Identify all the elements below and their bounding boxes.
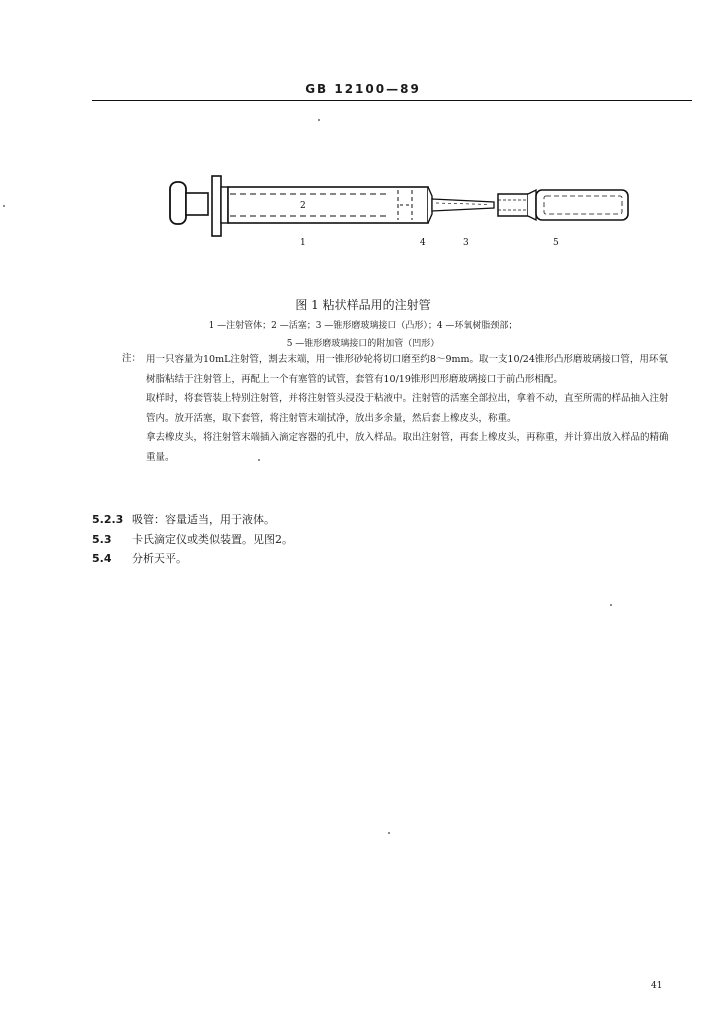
- note-body: [146, 350, 676, 467]
- scan-speck: [3, 205, 5, 207]
- section-number: 5.2.3: [92, 513, 124, 526]
- additional-tube-shoulder: [528, 190, 536, 220]
- section-5-4: [92, 550, 187, 566]
- plunger-knob: [170, 182, 186, 224]
- figure-label-3: 3: [463, 238, 469, 248]
- figure-caption-title: 图 1 粘状样品用的注射管: [295, 298, 431, 312]
- figure-caption-legend-1: 1 —注射管体；2 —活塞；3 —锥形磨玻璃接口（凸形）；4 —环氧树脂颈部；: [208, 321, 518, 331]
- standard-code-header: GB 12100—89: [305, 82, 421, 96]
- figure-label-1: 1: [300, 238, 306, 248]
- figure-label-5: 5: [553, 238, 559, 248]
- syringe-figure: [160, 170, 650, 250]
- plunger-seal: [221, 187, 228, 223]
- scan-speck: [388, 832, 390, 834]
- section-5-2-3: [92, 511, 275, 527]
- section-text: 分析天平。: [132, 552, 187, 565]
- section-text: 吸管：容量适当，用于液体。: [132, 513, 275, 526]
- scan-speck: [610, 604, 612, 606]
- barrel-flange: [212, 176, 221, 236]
- ground-glass-joint-male: [432, 199, 494, 211]
- note-paragraph: 取样时，将套管装上特别注射管，并将注射管头浸没于粘液中。注射管的活塞全部拉出，拿着不动，直至所需的样品抽入注射管内。放开活塞，取下套管，将注射管末端拭净，放出多余量，然后套上橡皮头，称重。: [146, 393, 669, 424]
- section-text: 卡氏滴定仪或类似装置。见图2。: [132, 533, 293, 546]
- page-number: 41: [651, 981, 663, 991]
- figure-label-4: 4: [420, 238, 426, 248]
- section-number: 5.3: [92, 533, 112, 546]
- note-paragraph: 用一只容量为10mL注射管，割去末端，用一锥形砂轮将切口磨至约8～9mm。取一支10/24锥形凸形磨玻璃接口管，用环氧树脂粘结于注射管上，再配上一个有塞管的试管，套管有10/19锥形凹形磨玻璃接口于前凸形相配。: [146, 354, 668, 385]
- scan-speck: [258, 459, 260, 461]
- section-number: 5.4: [92, 552, 112, 565]
- note-label: 注：: [122, 353, 142, 364]
- plunger-rod: [186, 193, 208, 215]
- header-rule: [92, 100, 692, 101]
- scan-speck: [318, 119, 320, 121]
- section-5-3: [92, 531, 293, 547]
- additional-tube-joint: [498, 194, 528, 216]
- figure-label-2: 2: [300, 201, 306, 211]
- note-paragraph: 拿去橡皮头，将注射管末端插入滴定容器的孔中，放入样品。取出注射管，再套上橡皮头，再称重，并计算出放入样品的精确重量。: [146, 432, 669, 463]
- figure-caption-legend-2: 5 —锥形磨玻璃接口的附加管（凹形）: [286, 339, 440, 349]
- additional-tube: [536, 190, 628, 220]
